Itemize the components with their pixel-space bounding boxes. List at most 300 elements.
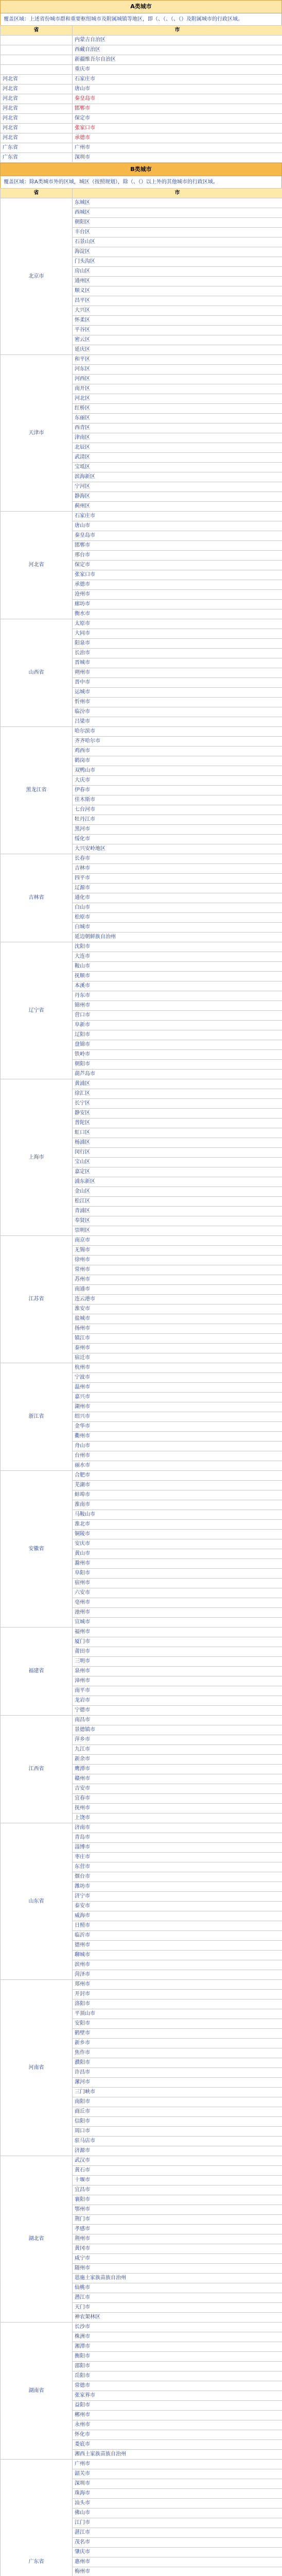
- city-cell: 焦作市: [73, 2048, 282, 2058]
- city-cell: 河北区: [73, 394, 282, 404]
- table-row: [1, 727, 282, 737]
- city-cell: 扬州市: [73, 1324, 282, 1334]
- city-cell: 长沙市: [73, 2323, 282, 2332]
- city-cell: 苏州市: [73, 1275, 282, 1285]
- city-cell: 景德镇市: [73, 1725, 282, 1735]
- city-cell: 淮北市: [73, 1520, 282, 1530]
- city-cell: 海淀区: [73, 247, 282, 257]
- province-cell: [1, 36, 73, 45]
- city-cell: 唐山市: [73, 521, 282, 531]
- city-cell: 威海市: [73, 1911, 282, 1921]
- province-cell: 河北省: [1, 114, 73, 124]
- table-row: [1, 1079, 282, 1089]
- city-cell: 湖州市: [73, 1402, 282, 1412]
- city-cell: 石景山区: [73, 238, 282, 247]
- city-cell: 池州市: [73, 1608, 282, 1618]
- city-cell: 西青区: [73, 423, 282, 433]
- city-cell: 岳阳市: [73, 2371, 282, 2381]
- city-cell: 抚顺市: [73, 972, 282, 981]
- city-cell: 宣城市: [73, 1618, 282, 1628]
- city-cell: 嘉定区: [73, 1167, 282, 1177]
- city-cell: 崇明区: [73, 1226, 282, 1236]
- city-cell: 宝山区: [73, 1158, 282, 1167]
- table-row: [1, 94, 282, 104]
- city-cell: 合肥市: [73, 1471, 282, 1481]
- province-cell: 上海市: [1, 1079, 73, 1236]
- city-cell: 南昌市: [73, 1716, 282, 1725]
- city-cell: 漯河市: [73, 2078, 282, 2088]
- province-cell: 河北省: [1, 75, 73, 84]
- city-cell: 沧州市: [73, 590, 282, 600]
- city-cell: 青浦区: [73, 1207, 282, 1216]
- city-cell: 承德市: [73, 580, 282, 590]
- city-cell: 枣庄市: [73, 1853, 282, 1862]
- city-cell: 铜陵市: [73, 1530, 282, 1539]
- city-cell: 朝阳市: [73, 1060, 282, 1070]
- city-cell: 济源市: [73, 2146, 282, 2156]
- city-cell: 开封市: [73, 1990, 282, 1999]
- city-cell: 东丽区: [73, 414, 282, 423]
- city-cell: 昌平区: [73, 296, 282, 306]
- city-cell: 驻马店市: [73, 2137, 282, 2146]
- city-cell: 南阳市: [73, 2097, 282, 2107]
- city-cell: 宜春市: [73, 1794, 282, 1804]
- city-cell: 齐齐哈尔市: [73, 737, 282, 747]
- city-cell: 宿迁市: [73, 1353, 282, 1363]
- city-cell: 鹤岗市: [73, 756, 282, 766]
- province-cell: [1, 45, 73, 55]
- col-header-city: 市: [73, 189, 282, 198]
- city-cell: 上饶市: [73, 1814, 282, 1823]
- city-cell: 济宁市: [73, 1892, 282, 1902]
- city-cell: 永州市: [73, 2420, 282, 2430]
- city-cell: 葫芦岛市: [73, 1070, 282, 1079]
- city-cell: 河东区: [73, 365, 282, 375]
- city-cell: 益阳市: [73, 2401, 282, 2411]
- city-cell: 宁波市: [73, 1373, 282, 1383]
- city-cell: 临沂市: [73, 1931, 282, 1941]
- city-cell: 泉州市: [73, 1667, 282, 1676]
- province-cell: 广东省: [1, 2460, 73, 2576]
- city-cell: 常德市: [73, 2381, 282, 2391]
- table-row: [1, 84, 282, 94]
- city-cell: 六安市: [73, 1588, 282, 1598]
- city-cell: 长治市: [73, 649, 282, 658]
- city-cell: 辽阳市: [73, 1030, 282, 1040]
- city-cell: 郴州市: [73, 2411, 282, 2420]
- city-cell: 三明市: [73, 1657, 282, 1667]
- city-cell: 荆州市: [73, 2234, 282, 2244]
- table-row: [1, 355, 282, 365]
- province-cell: 浙江省: [1, 1363, 73, 1471]
- city-cell: 重庆市: [73, 65, 282, 75]
- section-a-note: 覆盖区域：上述省份城市群和重要枢纽城市及附属城镇等地区，即（、（、（、（）及附属城市的行政区域。: [0, 13, 282, 25]
- city-cell: 厦门市: [73, 1637, 282, 1647]
- city-cell: 连云港市: [73, 1295, 282, 1304]
- city-cell: 济南市: [73, 1823, 282, 1833]
- city-cell: 朔州市: [73, 668, 282, 678]
- province-cell: 河北省: [1, 94, 73, 104]
- city-cell: 丹东市: [73, 991, 282, 1001]
- city-cell: 潍坊市: [73, 1882, 282, 1892]
- city-cell: 滨海新区: [73, 472, 282, 482]
- city-cell: 莆田市: [73, 1647, 282, 1657]
- city-cell: 东城区: [73, 198, 282, 208]
- city-cell: 伊春市: [73, 786, 282, 795]
- city-cell: 马鞍山市: [73, 1510, 282, 1520]
- city-cell: 长春市: [73, 854, 282, 864]
- city-cell: 南通市: [73, 1285, 282, 1295]
- city-cell: 鸡西市: [73, 747, 282, 756]
- city-cell: 宜昌市: [73, 2185, 282, 2195]
- city-cell: 蚌埠市: [73, 1490, 282, 1500]
- city-cell: 牡丹江市: [73, 815, 282, 825]
- city-cell: 徐汇区: [73, 1089, 282, 1099]
- city-cell: 鞍山市: [73, 962, 282, 972]
- table-row: [1, 153, 282, 163]
- city-cell: 和平区: [73, 355, 282, 365]
- city-cell: 怀化市: [73, 2430, 282, 2440]
- city-cell: 新疆维吾尔自治区: [73, 55, 282, 65]
- table-row: [1, 512, 282, 521]
- city-cell: 神农架林区: [73, 2313, 282, 2323]
- table-row: [1, 1471, 282, 1481]
- table-row: [1, 2460, 282, 2469]
- city-cell: 河西区: [73, 375, 282, 384]
- table-row: [1, 133, 282, 143]
- city-cell: 龙岩市: [73, 1696, 282, 1706]
- city-cell: 嘉兴市: [73, 1393, 282, 1402]
- city-cell: 延庆区: [73, 345, 282, 355]
- city-cell: 奉贤区: [73, 1216, 282, 1226]
- city-cell: 北辰区: [73, 443, 282, 453]
- city-cell: 秦皇岛市: [73, 531, 282, 541]
- city-cell: 天门市: [73, 2303, 282, 2313]
- province-cell: 湖北省: [1, 2156, 73, 2323]
- city-cell: 恩施土家族苗族自治州: [73, 2274, 282, 2283]
- city-cell: 十堰市: [73, 2176, 282, 2185]
- city-cell: 晋城市: [73, 658, 282, 668]
- province-cell: 湖南省: [1, 2323, 73, 2460]
- city-cell: 浦东新区: [73, 1177, 282, 1187]
- province-cell: 福建省: [1, 1628, 73, 1716]
- city-cell: 绥化市: [73, 835, 282, 844]
- city-cell: 黄石市: [73, 2166, 282, 2176]
- city-cell: 吉安市: [73, 1784, 282, 1794]
- city-cell: 日照市: [73, 1921, 282, 1931]
- table-row: [1, 104, 282, 114]
- city-cell: 温州市: [73, 1383, 282, 1393]
- col-header-city: 市: [73, 26, 282, 36]
- city-cell: 黑河市: [73, 825, 282, 835]
- section-b-note: 覆盖区域：除A类城市外的区域，城区（按照规划），除（、（）以上外的其他城市的行政区域。: [0, 176, 282, 188]
- city-cell: 双鸭山市: [73, 766, 282, 776]
- city-cell: 长宁区: [73, 1099, 282, 1109]
- city-cell: 鄂州市: [73, 2205, 282, 2215]
- city-cell: 鹰潭市: [73, 1765, 282, 1774]
- city-cell: 大兴安岭地区: [73, 844, 282, 854]
- city-cell: 营口市: [73, 1011, 282, 1021]
- city-cell: 滨州市: [73, 1960, 282, 1970]
- city-cell: 茂名市: [73, 2538, 282, 2548]
- city-cell: 大庆市: [73, 776, 282, 786]
- city-cell: 淮南市: [73, 1500, 282, 1510]
- city-cell: 白山市: [73, 903, 282, 913]
- province-cell: 辽宁省: [1, 942, 73, 1079]
- city-cell: 咸宁市: [73, 2254, 282, 2264]
- city-cell: 南京市: [73, 1236, 282, 1246]
- province-cell: 北京市: [1, 198, 73, 355]
- city-cell: 镇江市: [73, 1334, 282, 1344]
- city-cell: 辽源市: [73, 884, 282, 893]
- province-cell: 河北省: [1, 133, 73, 143]
- col-header-province: 省: [1, 26, 73, 36]
- city-cell: 红桥区: [73, 404, 282, 414]
- city-cell: 丰台区: [73, 228, 282, 238]
- city-cell: 商丘市: [73, 2107, 282, 2117]
- city-cell: 江门市: [73, 2518, 282, 2528]
- city-cell: 黄冈市: [73, 2244, 282, 2254]
- city-cell: 随州市: [73, 2264, 282, 2274]
- city-cell: 南开区: [73, 384, 282, 394]
- city-cell: 宁德市: [73, 1706, 282, 1716]
- city-cell: 广州市: [73, 2460, 282, 2469]
- city-cell: 安阳市: [73, 2019, 282, 2029]
- city-cell: 武汉市: [73, 2156, 282, 2166]
- city-cell: 赣州市: [73, 1774, 282, 1784]
- city-cell: 广州市: [73, 143, 282, 153]
- city-cell: 湘西土家族苗族自治州: [73, 2450, 282, 2460]
- city-cell: 杨浦区: [73, 1138, 282, 1148]
- city-cell: 无锡市: [73, 1246, 282, 1256]
- province-cell: 广东省: [1, 143, 73, 153]
- city-cell: 绍兴市: [73, 1412, 282, 1422]
- city-cell: 津南区: [73, 433, 282, 443]
- city-cell: 临汾市: [73, 707, 282, 717]
- table-row: [1, 1236, 282, 1246]
- table-row: [1, 1363, 282, 1373]
- table-row: [1, 45, 282, 55]
- city-cell: 保定市: [73, 114, 282, 124]
- table-row: [1, 198, 282, 208]
- city-cell: 运城市: [73, 688, 282, 698]
- city-cell: 烟台市: [73, 1872, 282, 1882]
- city-cell: 怀柔区: [73, 316, 282, 326]
- city-cell: 门头沟区: [73, 257, 282, 267]
- section-a-table: [0, 25, 282, 163]
- province-cell: [1, 55, 73, 65]
- city-cell: 金山区: [73, 1187, 282, 1197]
- city-cell: 邵阳市: [73, 2362, 282, 2371]
- city-cell: 福州市: [73, 1628, 282, 1637]
- province-cell: 天津市: [1, 355, 73, 512]
- city-cell: 通化市: [73, 893, 282, 903]
- province-cell: 河北省: [1, 124, 73, 133]
- city-cell: 青岛市: [73, 1833, 282, 1843]
- city-cell: 衡水市: [73, 609, 282, 619]
- city-cell: 哈尔滨市: [73, 727, 282, 737]
- province-cell: 黑龙江省: [1, 727, 73, 854]
- city-cell: 晋中市: [73, 678, 282, 688]
- city-cell: 常州市: [73, 1265, 282, 1275]
- city-cell: 佳木斯市: [73, 795, 282, 805]
- city-cell: 吕梁市: [73, 717, 282, 727]
- city-cell: 盘锦市: [73, 1040, 282, 1050]
- province-cell: 山西省: [1, 619, 73, 727]
- city-cell: 株洲市: [73, 2332, 282, 2342]
- city-cell: 静海区: [73, 492, 282, 502]
- city-cell: 孝感市: [73, 2225, 282, 2234]
- col-header-province: 省: [1, 189, 73, 198]
- city-cell: 南平市: [73, 1686, 282, 1696]
- city-cell: 亳州市: [73, 1598, 282, 1608]
- city-cell: 湘潭市: [73, 2342, 282, 2352]
- table-row: [1, 942, 282, 952]
- city-cell: 密云区: [73, 335, 282, 345]
- table-row: [1, 65, 282, 75]
- table-row: [1, 114, 282, 124]
- city-cell: 秦皇岛市: [73, 94, 282, 104]
- city-cell: 湛江市: [73, 2528, 282, 2538]
- province-cell: 河北省: [1, 104, 73, 114]
- province-cell: 安徽省: [1, 1471, 73, 1628]
- city-cell: 张家口市: [73, 124, 282, 133]
- city-cell: 太原市: [73, 619, 282, 629]
- city-cell: 金华市: [73, 1422, 282, 1432]
- city-cell: 黄浦区: [73, 1079, 282, 1089]
- section-b-table: [0, 188, 282, 2576]
- city-cell: 内蒙古自治区: [73, 36, 282, 45]
- city-cell: 房山区: [73, 267, 282, 277]
- city-cell: 松江区: [73, 1197, 282, 1207]
- city-cell: 盐城市: [73, 1314, 282, 1324]
- city-cell: 聊城市: [73, 1951, 282, 1960]
- province-cell: 河北省: [1, 84, 73, 94]
- city-cell: 石家庄市: [73, 75, 282, 84]
- table-row: [1, 75, 282, 84]
- city-cell: 石家庄市: [73, 512, 282, 521]
- city-cell: 新余市: [73, 1755, 282, 1765]
- city-cell: 延边朝鲜族自治州: [73, 933, 282, 942]
- city-cell: 宁河区: [73, 482, 282, 492]
- province-cell: 山东省: [1, 1823, 73, 1980]
- city-cell: 东营市: [73, 1862, 282, 1872]
- city-cell: 平顶山市: [73, 2009, 282, 2019]
- table-row: [1, 619, 282, 629]
- province-cell: [1, 65, 73, 75]
- city-cell: 徐州市: [73, 1256, 282, 1265]
- city-cell: 蓟州区: [73, 502, 282, 512]
- city-cell: 娄底市: [73, 2440, 282, 2450]
- province-cell: 广东省: [1, 153, 73, 163]
- city-cell: 锦州市: [73, 1001, 282, 1011]
- city-cell: 普陀区: [73, 1118, 282, 1128]
- city-cell: 阜新市: [73, 1021, 282, 1030]
- city-cell: 衢州市: [73, 1432, 282, 1442]
- city-cell: 泰安市: [73, 1902, 282, 1911]
- city-cell: 肇庆市: [73, 2548, 282, 2557]
- city-cell: 仙桃市: [73, 2283, 282, 2293]
- section-a-title: A类城市: [0, 0, 282, 13]
- city-cell: 台州市: [73, 1451, 282, 1461]
- table-row: [1, 1980, 282, 1990]
- city-cell: 泰州市: [73, 1344, 282, 1353]
- city-cell: 黄山市: [73, 1549, 282, 1559]
- city-cell: 潜江市: [73, 2293, 282, 2303]
- city-cell: 本溪市: [73, 981, 282, 991]
- table-row: [1, 2323, 282, 2332]
- city-cell: 承德市: [73, 133, 282, 143]
- city-cell: 郑州市: [73, 1980, 282, 1990]
- city-cell: 吉林市: [73, 864, 282, 874]
- province-cell: 吉林省: [1, 854, 73, 942]
- city-cell: 鹤壁市: [73, 2029, 282, 2039]
- province-cell: 河南省: [1, 1980, 73, 2156]
- city-cell: 九江市: [73, 1745, 282, 1755]
- table-row: [1, 1716, 282, 1725]
- city-cell: 邯郸市: [73, 104, 282, 114]
- city-cell: 四平市: [73, 874, 282, 884]
- city-cell: 衡阳市: [73, 2352, 282, 2362]
- city-cell: 襄阳市: [73, 2195, 282, 2205]
- city-cell: 忻州市: [73, 698, 282, 707]
- city-cell: 周口市: [73, 2127, 282, 2137]
- city-cell: 惠州市: [73, 2557, 282, 2567]
- city-cell: 安庆市: [73, 1539, 282, 1549]
- city-cell: 廊坊市: [73, 600, 282, 609]
- city-cell: 芜湖市: [73, 1481, 282, 1490]
- table-row: [1, 1628, 282, 1637]
- city-cell: 淮安市: [73, 1304, 282, 1314]
- city-cell: 滁州市: [73, 1559, 282, 1569]
- city-cell: 通州区: [73, 277, 282, 286]
- city-cell: 静安区: [73, 1109, 282, 1118]
- city-cell: 珠海市: [73, 2489, 282, 2499]
- city-cell: 闵行区: [73, 1148, 282, 1158]
- city-cell: 七台河市: [73, 805, 282, 815]
- city-cell: 宿州市: [73, 1579, 282, 1588]
- city-cell: 深圳市: [73, 153, 282, 163]
- city-cell: 平谷区: [73, 326, 282, 335]
- city-cell: 沈阳市: [73, 942, 282, 952]
- city-cell: 德州市: [73, 1941, 282, 1951]
- city-cell: 汕头市: [73, 2499, 282, 2509]
- city-cell: 大同市: [73, 629, 282, 639]
- city-cell: 深圳市: [73, 2479, 282, 2489]
- city-cell: 邢台市: [73, 551, 282, 561]
- city-cell: 松原市: [73, 913, 282, 923]
- city-cell: 顺义区: [73, 286, 282, 296]
- city-cell: 铁岭市: [73, 1050, 282, 1060]
- city-cell: 阳泉市: [73, 639, 282, 649]
- city-cell: 武清区: [73, 453, 282, 463]
- province-cell: 河北省: [1, 512, 73, 619]
- city-cell: 舟山市: [73, 1442, 282, 1451]
- table-row: [1, 143, 282, 153]
- city-cell: 韶关市: [73, 2469, 282, 2479]
- city-cell: 西城区: [73, 208, 282, 218]
- table-row: [1, 36, 282, 45]
- city-cell: 张家界市: [73, 2391, 282, 2401]
- city-cell: 抚州市: [73, 1804, 282, 1814]
- city-cell: 许昌市: [73, 2068, 282, 2078]
- table-row: [1, 124, 282, 133]
- city-cell: 杭州市: [73, 1363, 282, 1373]
- city-cell: 菏泽市: [73, 1970, 282, 1980]
- city-cell: 丽水市: [73, 1461, 282, 1471]
- city-cell: 萍乡市: [73, 1735, 282, 1745]
- city-cell: 宝坻区: [73, 463, 282, 472]
